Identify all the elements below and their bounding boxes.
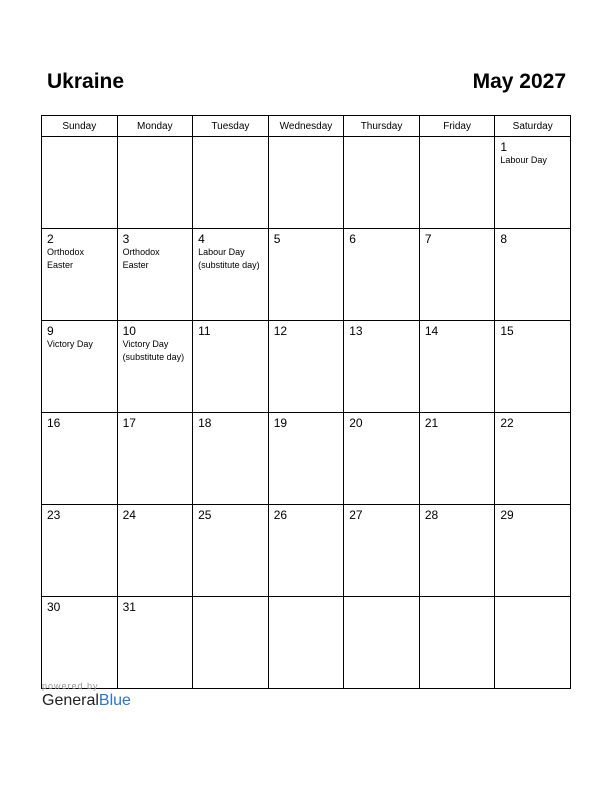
day-number: 28 <box>424 508 439 522</box>
day-number: 21 <box>424 416 439 430</box>
day-cell <box>419 229 495 321</box>
week-row <box>42 505 571 597</box>
day-cell <box>268 321 344 413</box>
day-number: 30 <box>47 600 61 614</box>
day-cell <box>495 229 571 321</box>
day-number: 14 <box>424 324 439 338</box>
day-cell <box>419 413 495 505</box>
day-cell <box>193 505 269 597</box>
day-cell <box>117 321 193 413</box>
day-cell <box>117 505 193 597</box>
holiday-label: Orthodox Easter <box>122 247 160 270</box>
day-cell <box>495 413 571 505</box>
day-number: 17 <box>122 416 136 430</box>
weekday-header-row <box>42 116 571 137</box>
day-cell <box>193 597 269 689</box>
footer <box>42 681 131 710</box>
day-cell <box>344 321 420 413</box>
day-cell <box>495 321 571 413</box>
day-cell <box>42 505 118 597</box>
holiday-label: Labour Day (substitute day) <box>198 247 260 270</box>
brand-blue: Blue <box>98 692 131 709</box>
day-cell <box>495 597 571 689</box>
day-cell <box>193 229 269 321</box>
day-cell <box>117 137 193 229</box>
day-number: 15 <box>500 324 514 338</box>
country-title: Ukraine <box>47 70 125 93</box>
day-number: 23 <box>47 508 61 522</box>
week-row <box>42 229 571 321</box>
day-number: 24 <box>122 508 136 522</box>
holiday-label: Victory Day (substitute day) <box>122 339 185 362</box>
day-number: 19 <box>273 416 288 430</box>
day-cell <box>117 597 193 689</box>
day-cell <box>495 505 571 597</box>
day-cell <box>344 229 420 321</box>
day-cell <box>268 229 344 321</box>
powered-by-text: powered by <box>42 681 99 691</box>
day-cell <box>419 321 495 413</box>
day-cell <box>268 597 344 689</box>
holiday-label: Labour Day <box>500 155 547 165</box>
weekday-header: Friday <box>419 116 495 137</box>
day-cell <box>42 137 118 229</box>
weekday-header: Saturday <box>495 116 571 137</box>
day-cell <box>344 505 420 597</box>
day-cell <box>419 505 495 597</box>
day-number: 10 <box>122 324 136 338</box>
day-number: 31 <box>122 600 136 614</box>
day-number: 16 <box>47 416 61 430</box>
day-cell <box>419 597 495 689</box>
week-row <box>42 597 571 689</box>
day-cell <box>193 321 269 413</box>
day-cell <box>344 137 420 229</box>
day-number: 1 <box>500 140 508 154</box>
day-cell <box>344 597 420 689</box>
calendar-header <box>41 70 571 100</box>
brand-logo <box>42 692 131 710</box>
day-cell <box>495 137 571 229</box>
day-number: 11 <box>198 324 211 338</box>
day-number: 13 <box>349 324 363 338</box>
day-number: 7 <box>424 232 432 246</box>
day-number: 29 <box>500 508 514 522</box>
week-row <box>42 137 571 229</box>
day-number: 8 <box>500 232 508 246</box>
day-cell <box>193 137 269 229</box>
week-row <box>42 321 571 413</box>
weekday-header: Wednesday <box>268 116 344 137</box>
weekday-header: Tuesday <box>193 116 269 137</box>
day-number: 12 <box>273 324 288 338</box>
day-cell <box>268 505 344 597</box>
day-number: 18 <box>198 416 212 430</box>
day-number: 26 <box>273 508 288 522</box>
week-row <box>42 413 571 505</box>
weekday-header: Sunday <box>42 116 118 137</box>
day-number: 25 <box>198 508 212 522</box>
month-year-title: May 2027 <box>472 70 566 93</box>
day-cell <box>419 137 495 229</box>
day-number: 27 <box>349 508 363 522</box>
day-cell <box>268 413 344 505</box>
day-number: 5 <box>273 232 281 246</box>
day-cell <box>42 413 118 505</box>
calendar-grid <box>41 115 571 689</box>
day-cell <box>42 321 118 413</box>
holiday-label: Orthodox Easter <box>47 247 85 270</box>
brand-general: General <box>42 692 99 709</box>
day-number: 3 <box>122 232 130 246</box>
day-cell <box>117 413 193 505</box>
day-cell <box>268 137 344 229</box>
day-cell <box>344 413 420 505</box>
day-number: 2 <box>47 232 54 246</box>
day-number: 4 <box>198 232 205 246</box>
day-number: 6 <box>349 232 356 246</box>
day-number: 20 <box>349 416 363 430</box>
day-number: 9 <box>47 324 54 338</box>
day-cell <box>193 413 269 505</box>
day-cell <box>42 597 118 689</box>
day-cell <box>42 229 118 321</box>
day-cell <box>117 229 193 321</box>
holiday-label: Victory Day <box>47 339 93 349</box>
weekday-header: Thursday <box>344 116 420 137</box>
weekday-header: Monday <box>117 116 193 137</box>
day-number: 22 <box>500 416 514 430</box>
